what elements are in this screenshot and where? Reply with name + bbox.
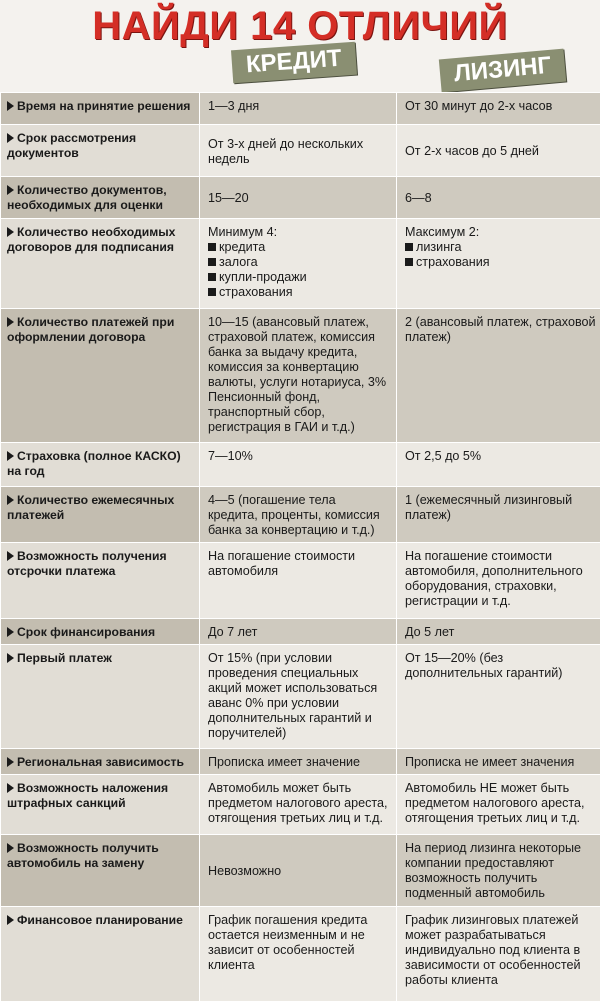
credit-cell: Невозможно <box>200 835 397 907</box>
arrow-icon <box>7 757 14 767</box>
leasing-cell: График лизинговых платежей может разрабатываться индивидуально под клиента в зависимости от особенностей работы клиента <box>397 907 600 1001</box>
arrow-icon <box>7 101 14 111</box>
table-row <box>1 619 600 645</box>
list-item: лизинга <box>405 240 599 255</box>
criterion-cell: Возможность наложения штрафных санкций <box>1 775 200 835</box>
contracts-intro: Минимум 4: <box>208 225 388 240</box>
criterion-cell: Возможность получения отсрочки платежа <box>1 543 200 619</box>
arrow-icon <box>7 317 14 327</box>
leasing-cell: На погашение стоимости автомобиля, дополнительного оборудования, страховки, регистрации и т.д. <box>397 543 600 619</box>
criterion-cell: Количество платежей при оформлении договора <box>1 309 200 443</box>
table-row <box>1 775 600 835</box>
table-row <box>1 443 600 487</box>
credit-cell: Автомобиль может быть предметом налогового ареста, отягощения третьих лиц и т.д. <box>200 775 397 835</box>
table-row <box>1 645 600 749</box>
credit-cell: От 3-х дней до нескольких недель <box>200 125 397 177</box>
credit-cell: 4—5 (погашение тела кредита, проценты, комиссия банка за конвертацию и т.д.) <box>200 487 397 543</box>
list-item: залога <box>208 255 388 270</box>
arrow-icon <box>7 551 14 561</box>
bullet-icon <box>208 273 216 281</box>
criterion-cell: Финансовое планирование <box>1 907 200 1001</box>
credit-cell: До 7 лет <box>200 619 397 645</box>
credit-cell: 7—10% <box>200 443 397 487</box>
leasing-cell: 6—8 <box>397 177 600 219</box>
arrow-icon <box>7 843 14 853</box>
arrow-icon <box>7 783 14 793</box>
table-row <box>1 219 600 309</box>
arrow-icon <box>7 915 14 925</box>
arrow-icon <box>7 495 14 505</box>
header <box>0 0 600 92</box>
credit-cell: 1—3 дня <box>200 93 397 125</box>
list-item: страхования <box>208 285 388 300</box>
criterion-cell: Срок финансирования <box>1 619 200 645</box>
credit-column-label: КРЕДИТ <box>231 42 357 84</box>
credit-cell: На погашение стоимости автомобиля <box>200 543 397 619</box>
table-row <box>1 487 600 543</box>
bullet-icon <box>208 243 216 251</box>
criterion-cell: Возможность получить автомобиль на замену <box>1 835 200 907</box>
credit-cell <box>200 219 397 309</box>
arrow-icon <box>7 227 14 237</box>
leasing-cell: От 15—20% (без дополнительных гарантий) <box>397 645 600 749</box>
arrow-icon <box>7 627 14 637</box>
leasing-cell: Прописка не имеет значения <box>397 749 600 775</box>
leasing-column-label: ЛИЗИНГ <box>439 49 567 93</box>
bullet-icon <box>208 288 216 296</box>
bullet-icon <box>208 258 216 266</box>
leasing-cell: До 5 лет <box>397 619 600 645</box>
arrow-icon <box>7 133 14 143</box>
table-row <box>1 177 600 219</box>
arrow-icon <box>7 653 14 663</box>
table-row <box>1 907 600 1001</box>
criterion-cell: Первый платеж <box>1 645 200 749</box>
credit-cell: Прописка имеет значение <box>200 749 397 775</box>
criterion-cell: Количество необходимых договоров для подписания <box>1 219 200 309</box>
table-row <box>1 125 600 177</box>
table-row <box>1 93 600 125</box>
criterion-cell: Страховка (полное КАСКО) на год <box>1 443 200 487</box>
leasing-cell: От 2,5 до 5% <box>397 443 600 487</box>
contracts-intro: Максимум 2: <box>405 225 599 240</box>
table-row <box>1 543 600 619</box>
list-item: купли-продажи <box>208 270 388 285</box>
table-row <box>1 749 600 775</box>
credit-cell: 15—20 <box>200 177 397 219</box>
credit-cell: От 15% (при условии проведения специальных акций может использоваться аванс 0% при условии дополнительных гарантий и поручителей) <box>200 645 397 749</box>
leasing-cell: На период лизинга некоторые компании предоставляют возможность получить подменный автомобиль <box>397 835 600 907</box>
leasing-cell: От 30 минут до 2-х часов <box>397 93 600 125</box>
arrow-icon <box>7 451 14 461</box>
criterion-cell: Количество ежемесячных платежей <box>1 487 200 543</box>
criterion-cell: Региональная зависимость <box>1 749 200 775</box>
table-row <box>1 309 600 443</box>
credit-cell: 10—15 (авансовый платеж, страховой платеж, комиссия банка за выдачу кредита, комиссия за конвертацию валюты, услуги нотариуса, 3% Пенсионный фонд, транспортный сбор, регистрация в ГАИ и т.д.) <box>200 309 397 443</box>
bullet-icon <box>405 258 413 266</box>
leasing-cell: Автомобиль НЕ может быть предметом налогового ареста, отягощения третьих лиц и т.д. <box>397 775 600 835</box>
criterion-cell: Количество документов, необходимых для оценки <box>1 177 200 219</box>
bullet-icon <box>405 243 413 251</box>
comparison-table <box>0 92 600 1001</box>
leasing-cell: 1 (ежемесячный лизинговый платеж) <box>397 487 600 543</box>
leasing-cell: 2 (авансовый платеж, страховой платеж) <box>397 309 600 443</box>
list-item: страхования <box>405 255 599 270</box>
arrow-icon <box>7 185 14 195</box>
table-row <box>1 835 600 907</box>
list-item: кредита <box>208 240 388 255</box>
page-title: НАЙДИ 14 ОТЛИЧИЙ <box>0 4 600 49</box>
leasing-cell <box>397 219 600 309</box>
criterion-cell: Время на принятие решения <box>1 93 200 125</box>
credit-cell: График погашения кредита остается неизменным и не зависит от особенностей клиента <box>200 907 397 1001</box>
criterion-cell: Срок рассмотрения документов <box>1 125 200 177</box>
leasing-cell: От 2-х часов до 5 дней <box>397 125 600 177</box>
